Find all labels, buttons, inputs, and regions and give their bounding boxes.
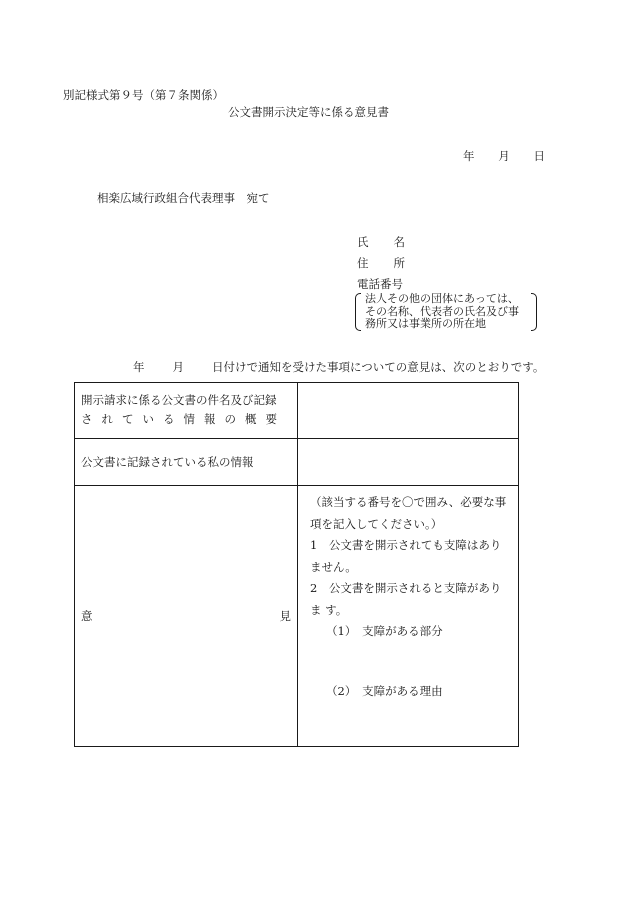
date-day: 日 <box>533 149 545 163</box>
document-title: 公文書開示決定等に係る意見書 <box>228 105 389 119</box>
sender-address-row <box>357 252 405 273</box>
sender-name-label: 氏 名 <box>357 234 405 249</box>
sender-phone-label: 電話番号 <box>357 276 403 291</box>
row2-label: 公文書に記録されている私の情報 <box>75 439 298 486</box>
sub-item-reason: （2） 支障がある理由 <box>326 683 443 698</box>
row2-value-cell[interactable] <box>298 439 519 486</box>
table-row <box>75 486 519 747</box>
row1-value-cell[interactable] <box>298 383 519 439</box>
sender-block <box>357 231 405 294</box>
recipient: 相楽広域行政組合代表理事 宛て <box>97 191 270 205</box>
note-text: 法人その他の団体にあっては、 その名称、代表者の氏名及び事 務所又は事業所の所在地 <box>365 292 519 330</box>
date-year: 年 <box>463 149 475 163</box>
table-row <box>75 383 519 439</box>
opinion-table <box>74 382 519 747</box>
option-2: 2 公文書を開示されると支障がありま す。 <box>310 581 502 617</box>
sub-item-part: （1） 支障がある部分 <box>326 624 443 638</box>
sender-address-label: 住 所 <box>357 255 405 270</box>
sender-phone-row <box>357 273 405 294</box>
note-bracket-left <box>355 293 361 331</box>
date-line <box>463 148 545 164</box>
row1-label: 開示請求に係る公文書の件名及び記録 さ れ て い る 情 報 の 概 要 <box>75 383 298 439</box>
date-month: 月 <box>498 149 510 163</box>
table-row <box>75 439 519 486</box>
row3-label: 意 見 <box>75 486 298 747</box>
note-bracket-right <box>531 293 537 331</box>
form-id: 別記様式第９号（第７条関係） <box>63 88 224 102</box>
intro-sentence: 年 月 日付けで通知を受けた事項についての意見は、次のとおりです。 <box>133 360 545 374</box>
corporate-note <box>355 293 537 331</box>
opinion-cell[interactable] <box>298 486 519 747</box>
option-1: 1 公文書を開示されても支障はありません。 <box>310 538 502 574</box>
sender-name-row <box>357 231 405 252</box>
instruction-text: （該当する番号を〇で囲み、必要な事項を記入してください。） <box>310 495 507 531</box>
